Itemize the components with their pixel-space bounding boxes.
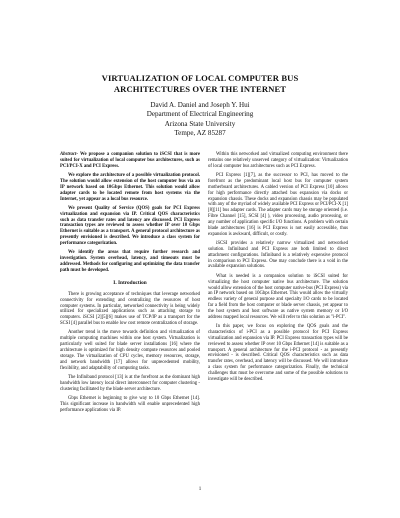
author-names: David A. Daniel and Joseph Y. Hui: [150, 101, 250, 109]
abstract-text: We propose a companion solution to iSCSI that is more suited for virtualization of local computer bus architectures, such as PCI/PCI-X and PCI Express.: [60, 152, 200, 169]
author-university: Arizona State University: [164, 119, 236, 128]
title-line-1: VIRTUALIZATION OF LOCAL COMPUTER BUS: [101, 73, 299, 83]
author-location: Tempe, AZ 85287: [174, 128, 226, 137]
abstract-paragraph: We identify the areas that require further research and investigation. System overhead, latency, and timeouts must be addressed. Methods for configuring and optimizing the data transfer path must be developed.: [60, 250, 200, 273]
left-column: [60, 152, 200, 417]
title-line-2: ARCHITECTURES OVER THE INTERNET: [113, 84, 287, 94]
author-department: Department of Electrical Engineering: [146, 110, 254, 119]
abstract-paragraph: We present Quality of Service (QOS) goals for PCI Express virtualization and expansion via IP. Critical QOS characteristics such as data transfer rates and latency are discussed. PCI Express transaction types are reviewed to assess whether IP over 10 Gbps Ethernet is suitable as a transport. A general protocol architecture as presently envisioned is described. We introduce a class system for performance categorization.: [60, 205, 200, 246]
body-paragraph: In this paper, we focus on exploring the QOS goals and the characteristics of i-PCI as a possible protocol for PCI Express virtualization and expansion via IP. PCI Express transaction types will be reviewed to assess whether IP over 10 Gbps Ethernet [14] is suitable as a transport. A general architecture for the i-PCI protocol - as presently envisioned - is described. Critical QOS characteristics such as data transfer rates, overhead, and latency will be discussed. We will introduce a class system for performance categorization. Finally, the technical challenges that must be overcome and some of the possible solutions to investigate will be described.: [208, 324, 348, 382]
body-paragraph: Gbps Ethernet is beginning to give way to 10 Gbps Ethernet [14]. This significant increase in bandwidth will enable unprecedented high performance applications via IP.: [60, 396, 200, 413]
page-number: 1: [198, 487, 202, 492]
right-body: [208, 152, 348, 383]
section-heading: I. Introduction: [113, 279, 147, 286]
body-paragraph: iSCSI provides a relatively narrow virtualized and networked solution. Infiniband and PCI Express are both limited to direct attachment configurations. Infiniband is a relatively expensive protocol in comparison to PCI Express. One may conclude there is a void in the available expansion solutions.: [208, 241, 348, 270]
abstract-label: Abstract-: [60, 152, 78, 157]
body-paragraph: Another trend is the move towards definition and virtualization of multiple computing machines within one host system. Virtualization is particularly well suited for blade server installations [16] where the architecture is optimized for high density compute resources and pooled storage. The virtualization of CPU cycles, memory resources, storage, and network bandwidth [17] allows for unprecedented mobility, flexibility, and adaptability of computing tasks.: [60, 330, 200, 371]
body-paragraph: The Infiniband protocol [13] is at the forefront as the dominant high bandwidth low latency local direct interconnect for computer clustering - clustering facilitated by the blade server architecture.: [60, 374, 200, 392]
left-body: [60, 292, 200, 414]
body-paragraph: There is growing acceptance of techniques that leverage networked connectivity for extending and centralizing the resources of host computer systems. In particular, networked connectivity is being widely utilized for specialized applications such as attaching storage to computers. iSCSI [2][5][6] makes use of TCP/IP as a transport for the SCSI [4] parallel bus to enable low cost remote centralization of storage.: [60, 291, 200, 327]
body-paragraph: PCI Express [1][7], as the successor to PCI, has moved to the forefront as the predominant local host bus for computer system motherboard architectures. A cabled version of PCI Express [10] allows for high performance directly attached bus expansion via docks or expansion chassis. These docks and expansion chassis may be populated with any of the myriad of widely available PCI Express or PCI/PCI-X [1][8][11] bus adapter cards. The adapter cards may be storage oriented (i.e. Fibre Channel [15], SCSI [4] ), video processing, audio processing, or any number of application specific I/O functions. A problem with certain blade architectures [16] is PCI Express is not easily accessible, thus expansion is awkward, difficult, or costly.: [208, 173, 348, 237]
body-paragraph: Within this networked and virtualized computing environment there remains one relatively unserved category of virtualization: Virtualization of local computer bus architectures such as PCI Express.: [208, 152, 348, 169]
author-block: [0, 101, 400, 138]
right-column: [208, 152, 348, 386]
body-paragraph: What is needed is a companion solution to iSCSI suited for virtualizing the host computer native bus architecture. The solution would allow extension of the host computer native-bus (PCI Express) via an IP network based on 10Gbps Ethernet. This would allow the virtually endless variety of general purpose and specialty I/O cards to be located far a field from the host computer or blade server chassis, yet appear to the host system and host software as native system memory or I/O address mapped local resources. We will refer to this solution as "i-PCI".: [208, 273, 348, 320]
abstract: [60, 152, 200, 274]
abstract-paragraph: [60, 152, 200, 170]
abstract-paragraph: We explore the architecture of a possible virtualization protocol. The solution would allow extension of the host computer bus via an IP network based on 10Gbps Ethernet. This solution would allow adapter cards to be located remote from host systems via the Internet, yet appear as a local bus resource.: [60, 173, 200, 202]
paper-title: [0, 73, 400, 95]
